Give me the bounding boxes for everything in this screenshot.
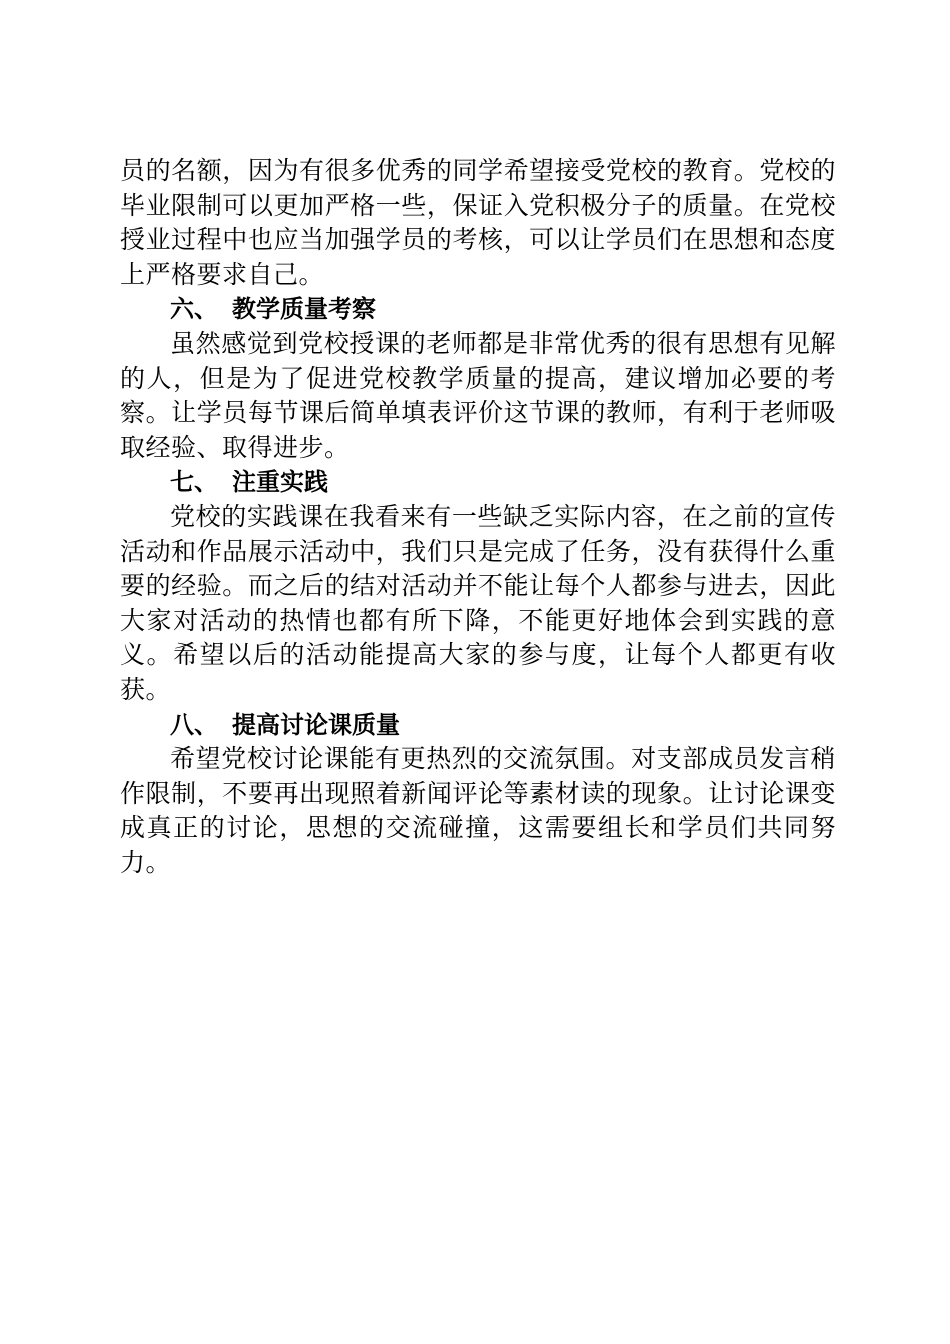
section-8-body: 希望党校讨论课能有更热烈的交流氛围。对支部成员发言稍作限制，不要再出现照着新闻评论等素材读的现象。让讨论课变成真正的讨论，思想的交流碰撞，这需要组长和学员们共同努力。 [120, 744, 836, 877]
section-7-heading [120, 465, 836, 500]
document-body [120, 154, 836, 880]
section-6-title: 教学质量考察 [232, 295, 376, 324]
section-6-number: 六、 [170, 295, 218, 324]
section-8-heading [120, 708, 836, 743]
section-6-body: 虽然感觉到党校授课的老师都是非常优秀的很有思想有见解的人，但是为了促进党校教学质量的提高，建议增加必要的考察。让学员每节课后简单填表评价这节课的教师，有利于老师吸取经验、取得进步。 [120, 328, 836, 462]
continued-paragraph: 员的名额，因为有很多优秀的同学希望接受党校的教育。党校的毕业限制可以更加严格一些，保证入党积极分子的质量。在党校授业过程中也应当加强学员的考核，可以让学员们在思想和态度上严格要求自己。 [120, 156, 836, 289]
section-7-number: 七、 [170, 468, 218, 497]
section-8-number: 八、 [170, 710, 218, 739]
section-7-body: 党校的实践课在我看来有一些缺乏实际内容，在之前的宣传活动和作品展示活动中，我们只是完成了任务，没有获得什么重要的经验。而之后的结对活动并不能让每个人都参与进去，因此大家对活动的热情也都有所下降，不能更好地体会到实践的意义。希望以后的活动能提高大家的参与度，让每个人都更有收获。 [120, 501, 836, 704]
section-7-title: 注重实践 [232, 468, 328, 497]
section-8-title: 提高讨论课质量 [232, 710, 400, 739]
section-6-heading [120, 292, 836, 327]
